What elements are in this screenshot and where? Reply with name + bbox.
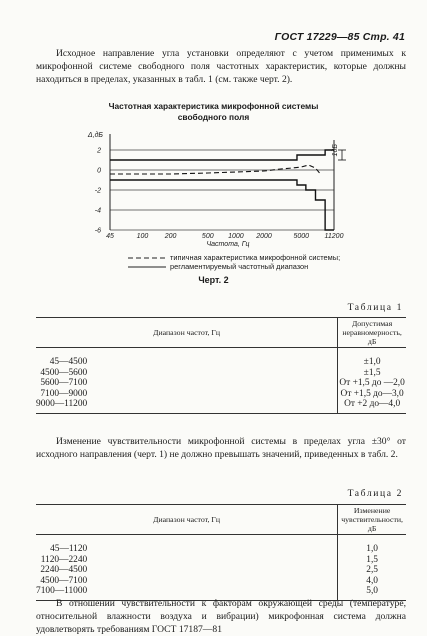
table1-row: [36, 378, 406, 389]
table2-range-cell: 1120—2240: [36, 555, 338, 566]
table2-row: [36, 555, 406, 566]
table-2: [36, 504, 406, 601]
table2-range-cell: 7100—11000: [36, 586, 338, 600]
y-tick-label: -2: [94, 187, 101, 195]
table2-row: [36, 565, 406, 576]
table1-value-cell: ±1,5: [363, 367, 381, 378]
table1-range-cell: 45—4500: [36, 348, 338, 368]
table1-value-cell: ±1,0: [363, 357, 381, 367]
annotation-label: 1дБ: [332, 144, 339, 157]
y-tick-label: -6: [94, 227, 101, 235]
table1-value-cell: От +1,5 до —2,0: [339, 378, 405, 389]
table1-header-value: Допустимая неравномерность, дБ: [338, 318, 406, 348]
table1-range-cell: 4500—5600: [36, 368, 338, 379]
y-axis-label: Δ,дБ: [87, 132, 103, 139]
table2-value-cell: 1,5: [366, 554, 378, 565]
table2-header-value: Изменение чувствительности, дБ: [338, 505, 406, 535]
figure-caption: Черт. 2: [198, 275, 229, 285]
table1-range-cell: 7100—9000: [36, 389, 338, 400]
table1-value-cell: От +1,5 до—3,0: [340, 388, 404, 399]
legend-dashed-swatch: [128, 256, 166, 260]
table2-body: [36, 535, 406, 601]
page-header: ГОСТ 17229—85 Стр. 41: [274, 31, 405, 43]
table1-row: [36, 368, 406, 379]
table2-range-cell: 2240—4500: [36, 565, 338, 576]
x-tick-label: 2000: [256, 233, 272, 240]
x-tick-label: 1000: [228, 233, 244, 240]
table2-value-cell: 5,0: [338, 586, 406, 600]
tolerance-lower-line: [110, 180, 334, 230]
table-1: [36, 317, 406, 414]
legend-solid-label: регламентируемый частотный диапазон: [170, 262, 309, 271]
legend-dashed: типичная характеристика микрофонной системы;: [128, 253, 340, 262]
x-tick-label: 11200: [324, 233, 344, 240]
frequency-response-chart: [70, 130, 370, 255]
legend-solid-swatch: [128, 265, 166, 269]
figure-title-line2: свободного поля: [177, 112, 250, 122]
table1-value-cell: От +2 до—4,0: [338, 399, 406, 413]
table1-header-range: Диапазон частот, Гц: [36, 318, 338, 348]
y-tick-label: 0: [97, 167, 101, 175]
y-tick-label: -4: [94, 207, 101, 215]
table2-value-cell: 1,0: [366, 544, 378, 554]
paragraph-2: Изменение чувствительности микрофонной системы в пределах угла ±30° от исходного направления (черт. 1) не должно превышать значений, приведенных в табл. 2.: [36, 436, 406, 460]
x-tick-label: 45: [106, 233, 114, 240]
table2-caption: Таблица 2: [347, 488, 403, 499]
table2-header-range: Диапазон частот, Гц: [36, 505, 338, 535]
table1-caption: Таблица 1: [347, 302, 403, 313]
table2-row: [36, 535, 406, 555]
legend-dashed-label: типичная характеристика микрофонной системы: [170, 253, 339, 262]
x-tick-label: 5000: [293, 233, 310, 240]
y-tick-label: 2: [97, 147, 101, 155]
table1-row: [36, 348, 406, 368]
x-tick-label: 200: [164, 233, 177, 240]
intro-paragraph: Исходное направление угла установки определяют с учетом применимых к микрофонной системе свободного поля частотных характеристик, которые должны находиться в пределах, указанных в табл. 1 (см. также черт. 2).: [36, 48, 406, 85]
figure-title-line1: Частотная характеристика микрофонной системы: [108, 101, 319, 111]
table1-row: [36, 399, 406, 413]
table1-row: [36, 389, 406, 400]
table2-range-cell: 45—1120: [36, 535, 338, 555]
x-axis-label: Частота, Гц: [206, 241, 250, 248]
table1-body: [36, 348, 406, 414]
table1-range-cell: 5600—7100: [36, 378, 338, 389]
table2-range-cell: 4500—7100: [36, 576, 338, 587]
tolerance-upper-line: [110, 150, 334, 160]
table2-value-cell: 2,5: [366, 565, 378, 576]
table2-value-cell: 4,0: [366, 575, 378, 586]
x-tick-label: 500: [201, 233, 214, 240]
table1-range-cell: 9000—11200: [36, 399, 338, 413]
table2-row: [36, 576, 406, 587]
legend-solid: [128, 262, 308, 271]
paragraph-3: В отношении чувствительности к факторам окружающей среды (температуре, относительной влажности воздуха и вибрации) микрофонная система должна удовлетворять требованиям ГОСТ 17187—81: [36, 598, 406, 635]
typical-response-line: [110, 165, 320, 174]
x-tick-label: 100: [136, 233, 149, 240]
